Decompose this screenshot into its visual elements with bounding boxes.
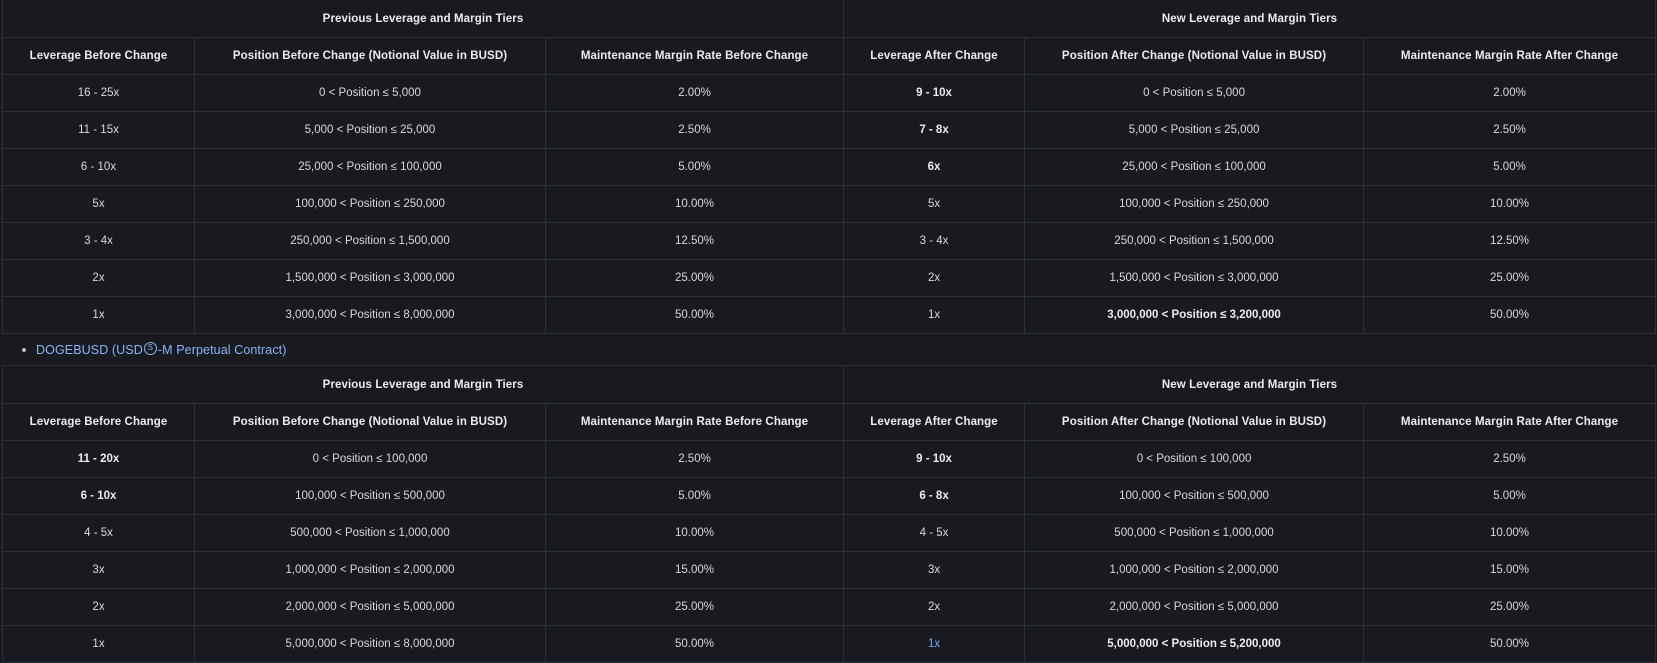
group-header-new: New Leverage and Margin Tiers xyxy=(844,0,1656,38)
column-header-row xyxy=(3,38,1656,75)
table-cell-c3: 15.00% xyxy=(546,552,844,589)
group-header-previous: Previous Leverage and Margin Tiers xyxy=(3,0,844,38)
table-cell-c4: 9 - 10x xyxy=(844,441,1025,478)
table-cell-c3: 50.00% xyxy=(546,297,844,334)
table-cell-c2: 2,000,000 < Position ≤ 5,000,000 xyxy=(195,589,546,626)
table-cell-c5: 3,000,000 < Position ≤ 3,200,000 xyxy=(1025,297,1364,334)
table-cell-c1: 6 - 10x xyxy=(3,149,195,186)
table-cell-c3: 12.50% xyxy=(546,223,844,260)
table-cell-c5: 100,000 < Position ≤ 250,000 xyxy=(1025,186,1364,223)
table-cell-c6: 2.50% xyxy=(1364,441,1656,478)
table-row xyxy=(3,260,1656,297)
table-cell-c3: 2.50% xyxy=(546,441,844,478)
table-cell-c3: 10.00% xyxy=(546,515,844,552)
table-cell-c3: 25.00% xyxy=(546,260,844,297)
table-cell-c6: 5.00% xyxy=(1364,478,1656,515)
table-cell-c5: 1,500,000 < Position ≤ 3,000,000 xyxy=(1025,260,1364,297)
table-cell-c4: 3 - 4x xyxy=(844,223,1025,260)
table-cell-c6: 2.50% xyxy=(1364,112,1656,149)
table-cell-c6: 10.00% xyxy=(1364,186,1656,223)
table-cell-c3: 5.00% xyxy=(546,478,844,515)
table-cell-c1: 11 - 15x xyxy=(3,112,195,149)
group-header-previous: Previous Leverage and Margin Tiers xyxy=(3,366,844,404)
table-cell-c6: 12.50% xyxy=(1364,223,1656,260)
table-cell-c4: 6x xyxy=(844,149,1025,186)
table-cell-c1: 6 - 10x xyxy=(3,478,195,515)
table-cell-c5: 1,000,000 < Position ≤ 2,000,000 xyxy=(1025,552,1364,589)
table-cell-c5: 5,000,000 < Position ≤ 5,200,000 xyxy=(1025,626,1364,663)
table-cell-c6: 25.00% xyxy=(1364,589,1656,626)
table-cell-c4: 3x xyxy=(844,552,1025,589)
table-cell-c5: 500,000 < Position ≤ 1,000,000 xyxy=(1025,515,1364,552)
table-row xyxy=(3,552,1656,589)
col-mmr-before: Maintenance Margin Rate Before Change xyxy=(546,404,844,441)
table-cell-c2: 1,500,000 < Position ≤ 3,000,000 xyxy=(195,260,546,297)
table-cell-c4: 9 - 10x xyxy=(844,75,1025,112)
table-cell-c2: 100,000 < Position ≤ 500,000 xyxy=(195,478,546,515)
table-2-body xyxy=(3,441,1656,663)
table-row xyxy=(3,478,1656,515)
section-label[interactable] xyxy=(36,342,287,357)
table-cell-c1: 16 - 25x xyxy=(3,75,195,112)
table-cell-c4: 4 - 5x xyxy=(844,515,1025,552)
table-cell-c1: 11 - 20x xyxy=(3,441,195,478)
table-cell-c1: 4 - 5x xyxy=(3,515,195,552)
section-label-suffix: -M Perpetual Contract) xyxy=(157,343,287,357)
leverage-tiers-table-1 xyxy=(2,0,1656,334)
table-cell-c2: 1,000,000 < Position ≤ 2,000,000 xyxy=(195,552,546,589)
table-cell-c2: 500,000 < Position ≤ 1,000,000 xyxy=(195,515,546,552)
table-cell-c6: 50.00% xyxy=(1364,626,1656,663)
col-position-after: Position After Change (Notional Value in BUSD) xyxy=(1025,38,1364,75)
col-mmr-before: Maintenance Margin Rate Before Change xyxy=(546,38,844,75)
table-cell-c2: 100,000 < Position ≤ 250,000 xyxy=(195,186,546,223)
table-row xyxy=(3,112,1656,149)
table-cell-c2: 3,000,000 < Position ≤ 8,000,000 xyxy=(195,297,546,334)
table-cell-c3: 25.00% xyxy=(546,589,844,626)
table-cell-c5: 0 < Position ≤ 5,000 xyxy=(1025,75,1364,112)
table-cell-c3: 2.50% xyxy=(546,112,844,149)
table-cell-c3: 2.00% xyxy=(546,75,844,112)
table-cell-c2: 250,000 < Position ≤ 1,500,000 xyxy=(195,223,546,260)
col-mmr-after: Maintenance Margin Rate After Change xyxy=(1364,404,1656,441)
table-cell-c4: 5x xyxy=(844,186,1025,223)
table-row xyxy=(3,149,1656,186)
col-position-before: Position Before Change (Notional Value in BUSD) xyxy=(195,38,546,75)
section-bullet-dogebusd xyxy=(2,334,1655,365)
table-cell-c6: 25.00% xyxy=(1364,260,1656,297)
table-cell-c2: 5,000 < Position ≤ 25,000 xyxy=(195,112,546,149)
table-cell-c4: 2x xyxy=(844,260,1025,297)
table-1-body xyxy=(3,75,1656,334)
group-header-new: New Leverage and Margin Tiers xyxy=(844,366,1656,404)
table-cell-c6: 50.00% xyxy=(1364,297,1656,334)
col-leverage-before: Leverage Before Change xyxy=(3,38,195,75)
table-cell-c1: 3 - 4x xyxy=(3,223,195,260)
group-header-row xyxy=(3,0,1656,38)
table-cell-c4: 7 - 8x xyxy=(844,112,1025,149)
table-row xyxy=(3,186,1656,223)
table-cell-c2: 0 < Position ≤ 5,000 xyxy=(195,75,546,112)
leverage-tiers-table-2 xyxy=(2,365,1656,663)
table-cell-c2: 0 < Position ≤ 100,000 xyxy=(195,441,546,478)
table-cell-c3: 50.00% xyxy=(546,626,844,663)
table-cell-c6: 10.00% xyxy=(1364,515,1656,552)
table-row xyxy=(3,297,1656,334)
table-cell-c3: 5.00% xyxy=(546,149,844,186)
table-cell-c5: 250,000 < Position ≤ 1,500,000 xyxy=(1025,223,1364,260)
col-position-after: Position After Change (Notional Value in BUSD) xyxy=(1025,404,1364,441)
table-cell-c1: 3x xyxy=(3,552,195,589)
table-cell-c1: 1x xyxy=(3,297,195,334)
col-mmr-after: Maintenance Margin Rate After Change xyxy=(1364,38,1656,75)
table-cell-c1: 2x xyxy=(3,260,195,297)
table-cell-c4: 1x xyxy=(844,297,1025,334)
table-cell-c4: 6 - 8x xyxy=(844,478,1025,515)
table-cell-c6: 2.00% xyxy=(1364,75,1656,112)
table-row xyxy=(3,441,1656,478)
bullet-dot-icon xyxy=(22,348,26,352)
table-row xyxy=(3,515,1656,552)
table-cell-c2: 5,000,000 < Position ≤ 8,000,000 xyxy=(195,626,546,663)
table-cell-c5: 5,000 < Position ≤ 25,000 xyxy=(1025,112,1364,149)
table-cell-c5: 2,000,000 < Position ≤ 5,000,000 xyxy=(1025,589,1364,626)
col-leverage-before: Leverage Before Change xyxy=(3,404,195,441)
table-cell-c3: 10.00% xyxy=(546,186,844,223)
table-cell-c6: 15.00% xyxy=(1364,552,1656,589)
table-cell-c5: 0 < Position ≤ 100,000 xyxy=(1025,441,1364,478)
table-cell-c4: 2x xyxy=(844,589,1025,626)
table-cell-c1: 2x xyxy=(3,589,195,626)
group-header-row xyxy=(3,366,1656,404)
table-cell-c2: 25,000 < Position ≤ 100,000 xyxy=(195,149,546,186)
table-cell-c1: 5x xyxy=(3,186,195,223)
col-leverage-after: Leverage After Change xyxy=(844,38,1025,75)
usd-circle-icon xyxy=(144,342,157,355)
table-row xyxy=(3,626,1656,663)
table-cell-c5: 100,000 < Position ≤ 500,000 xyxy=(1025,478,1364,515)
col-leverage-after: Leverage After Change xyxy=(844,404,1025,441)
table-cell-c1: 1x xyxy=(3,626,195,663)
table-cell-c4: 1x xyxy=(844,626,1025,663)
table-row xyxy=(3,75,1656,112)
table-cell-c5: 25,000 < Position ≤ 100,000 xyxy=(1025,149,1364,186)
section-label-prefix: DOGEBUSD (USD xyxy=(36,343,143,357)
column-header-row xyxy=(3,404,1656,441)
table-cell-c6: 5.00% xyxy=(1364,149,1656,186)
table-row xyxy=(3,223,1656,260)
table-row xyxy=(3,589,1656,626)
col-position-before: Position Before Change (Notional Value in BUSD) xyxy=(195,404,546,441)
